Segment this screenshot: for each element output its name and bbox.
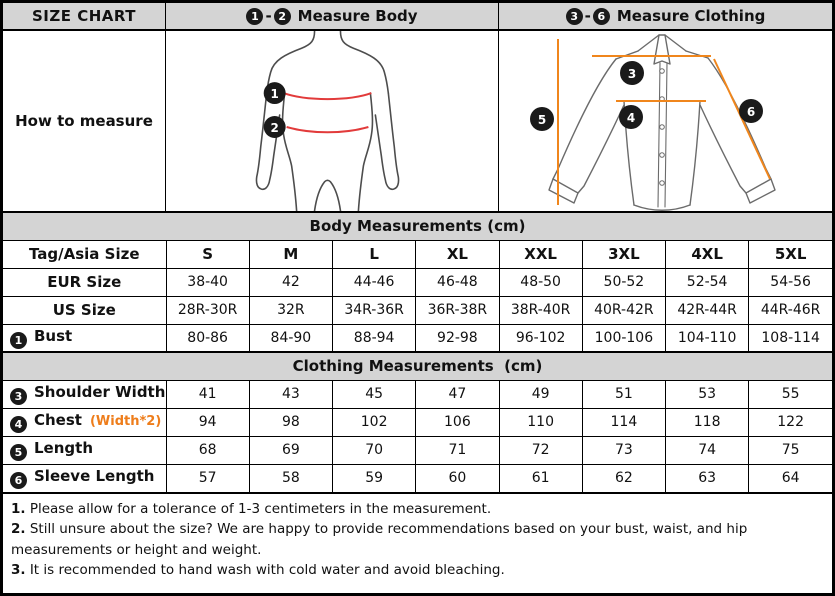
size-value-cell: 4XL	[666, 240, 749, 268]
size-value-cell: 36R-38R	[416, 296, 499, 324]
svg-text:3: 3	[627, 67, 637, 81]
body-point-1-badge	[264, 82, 286, 104]
size-table	[3, 211, 832, 492]
size-value-cell: 71	[416, 436, 499, 464]
bust-measure-line	[284, 93, 372, 99]
circled-4-icon: 4	[10, 416, 27, 433]
note-1-number: 1.	[11, 501, 26, 517]
table-row-sleeve-length	[3, 464, 832, 492]
table-row-bust	[3, 324, 832, 352]
svg-text:6: 6	[746, 105, 756, 119]
note-1-text: Please allow for a tolerance of 1-3 centimeters in the measurement.	[29, 501, 492, 517]
size-value-cell: 74	[666, 436, 749, 464]
table-row-shoulder-width	[3, 380, 832, 408]
note-3	[11, 560, 824, 580]
size-value-cell: 118	[666, 408, 749, 436]
size-value-cell: 106	[416, 408, 499, 436]
shirt-illustration	[499, 31, 832, 211]
size-value-cell: 46-48	[416, 268, 499, 296]
size-value-cell: 48-50	[499, 268, 582, 296]
size-value-cell: 44R-46R	[749, 296, 832, 324]
table-row-tag-asia-size	[3, 240, 832, 268]
row-label-sleeve-length	[3, 464, 166, 492]
clothing-measurements-header: Clothing Measurements (cm)	[3, 352, 832, 380]
size-value-cell: 45	[333, 380, 416, 408]
size-value-cell: 98	[249, 408, 332, 436]
body-point-2-badge	[264, 116, 286, 138]
size-value-cell: 40R-42R	[582, 296, 665, 324]
size-value-cell: 100-106	[582, 324, 665, 352]
size-value-cell: 75	[749, 436, 832, 464]
row-label-tag-asia-size: Tag/Asia Size	[3, 240, 166, 268]
size-chart-title: SIZE CHART	[3, 3, 166, 29]
size-value-cell: 110	[499, 408, 582, 436]
how-to-measure-label: How to measure	[3, 31, 166, 211]
size-value-cell: 34R-36R	[333, 296, 416, 324]
size-value-cell: 41	[166, 380, 249, 408]
size-value-cell: 122	[749, 408, 832, 436]
size-value-cell: 80-86	[166, 324, 249, 352]
size-value-cell: 58	[249, 464, 332, 492]
size-value-cell: 94	[166, 408, 249, 436]
size-value-cell: XXL	[499, 240, 582, 268]
note-2	[11, 519, 824, 560]
table-row-length	[3, 436, 832, 464]
measure-body-label: Measure Body	[297, 7, 418, 25]
size-value-cell: L	[333, 240, 416, 268]
row-label-length	[3, 436, 166, 464]
body-measurements-section-row	[3, 212, 832, 240]
body-figure-illustration	[166, 31, 498, 211]
sleeve-measure-line	[714, 59, 770, 179]
chest-width-note: (Width*2)	[89, 414, 162, 429]
size-value-cell: 72	[499, 436, 582, 464]
note-2-number: 2.	[11, 521, 26, 538]
size-value-cell: 28R-30R	[166, 296, 249, 324]
size-value-cell: 59	[333, 464, 416, 492]
size-value-cell: 61	[499, 464, 582, 492]
size-value-cell: 42	[249, 268, 332, 296]
circled-6-icon: 6	[593, 8, 610, 25]
waist-measure-line	[287, 127, 369, 132]
size-value-cell: 52-54	[666, 268, 749, 296]
row-label-bust	[3, 324, 166, 352]
size-value-cell: 42R-44R	[666, 296, 749, 324]
dash: -	[265, 7, 272, 25]
top-header-row	[3, 3, 832, 31]
footer-notes	[3, 492, 832, 593]
size-value-cell: S	[166, 240, 249, 268]
svg-text:1: 1	[270, 87, 279, 102]
size-value-cell: 55	[749, 380, 832, 408]
body-figure-cell	[166, 31, 499, 211]
svg-text:5: 5	[537, 113, 547, 127]
row-label-chest	[3, 408, 166, 436]
clothing-point-5-badge	[530, 107, 554, 131]
size-value-cell: 62	[582, 464, 665, 492]
size-value-cell: 104-110	[666, 324, 749, 352]
size-value-cell: 38-40	[166, 268, 249, 296]
size-value-cell: 3XL	[582, 240, 665, 268]
size-value-cell: 96-102	[499, 324, 582, 352]
circled-3-icon: 3	[566, 8, 583, 25]
svg-text:4: 4	[626, 111, 636, 125]
size-value-cell: 5XL	[749, 240, 832, 268]
note-3-text: It is recommended to hand wash with cold water and avoid bleaching.	[29, 561, 505, 578]
body-measurements-header: Body Measurements (cm)	[3, 212, 832, 240]
measure-body-header	[166, 3, 499, 29]
shoulder-width-label: Shoulder Width	[34, 383, 166, 401]
circled-1-icon: 1	[246, 8, 263, 25]
size-value-cell: 44-46	[333, 268, 416, 296]
note-3-number: 3.	[11, 561, 26, 578]
row-label-eur-size: EUR Size	[3, 268, 166, 296]
measure-clothing-header	[499, 3, 832, 29]
row-label-shoulder-width	[3, 380, 166, 408]
clothing-point-4-badge	[619, 105, 643, 129]
size-value-cell: 92-98	[416, 324, 499, 352]
table-row-chest	[3, 408, 832, 436]
bust-label: Bust	[34, 326, 73, 345]
size-value-cell: 60	[416, 464, 499, 492]
clothing-point-3-badge	[620, 61, 644, 85]
circled-1-icon: 1	[10, 332, 27, 349]
size-value-cell: 43	[249, 380, 332, 408]
svg-text:2: 2	[270, 120, 279, 135]
size-value-cell: 32R	[249, 296, 332, 324]
size-value-cell: 69	[249, 436, 332, 464]
circled-5-icon: 5	[10, 444, 27, 461]
circled-2-icon: 2	[274, 8, 291, 25]
size-value-cell: 54-56	[749, 268, 832, 296]
size-value-cell: 73	[582, 436, 665, 464]
chest-label: Chest	[34, 411, 82, 429]
circled-3-icon: 3	[10, 388, 27, 405]
note-2-text: Still unsure about the size? We are happy to provide recommendations based on your bust, waist, and hip measurements or height and weight.	[11, 521, 748, 558]
shirt-buttons	[660, 69, 665, 186]
size-value-cell: 63	[666, 464, 749, 492]
size-value-cell: 38R-40R	[499, 296, 582, 324]
clothing-point-6-badge	[739, 99, 763, 123]
dash: -	[584, 7, 591, 25]
size-value-cell: 108-114	[749, 324, 832, 352]
clothing-measurements-section-row	[3, 352, 832, 380]
size-value-cell: 102	[333, 408, 416, 436]
measure-clothing-label: Measure Clothing	[616, 7, 766, 25]
size-value-cell: XL	[416, 240, 499, 268]
how-to-measure-row	[3, 31, 832, 211]
note-1	[11, 499, 824, 519]
size-value-cell: 57	[166, 464, 249, 492]
circled-6-icon: 6	[10, 472, 27, 489]
length-label: Length	[34, 439, 93, 457]
size-value-cell: 88-94	[333, 324, 416, 352]
size-value-cell: 53	[666, 380, 749, 408]
size-value-cell: 50-52	[582, 268, 665, 296]
table-row-eur-size	[3, 268, 832, 296]
size-value-cell: M	[249, 240, 332, 268]
size-value-cell: 84-90	[249, 324, 332, 352]
size-value-cell: 68	[166, 436, 249, 464]
size-value-cell: 49	[499, 380, 582, 408]
sleeve-length-label: Sleeve Length	[34, 467, 155, 486]
size-value-cell: 51	[582, 380, 665, 408]
size-value-cell: 114	[582, 408, 665, 436]
size-value-cell: 64	[749, 464, 832, 492]
shirt-figure-cell	[499, 31, 832, 211]
table-row-us-size	[3, 296, 832, 324]
row-label-us-size: US Size	[3, 296, 166, 324]
size-value-cell: 70	[333, 436, 416, 464]
size-value-cell: 47	[416, 380, 499, 408]
